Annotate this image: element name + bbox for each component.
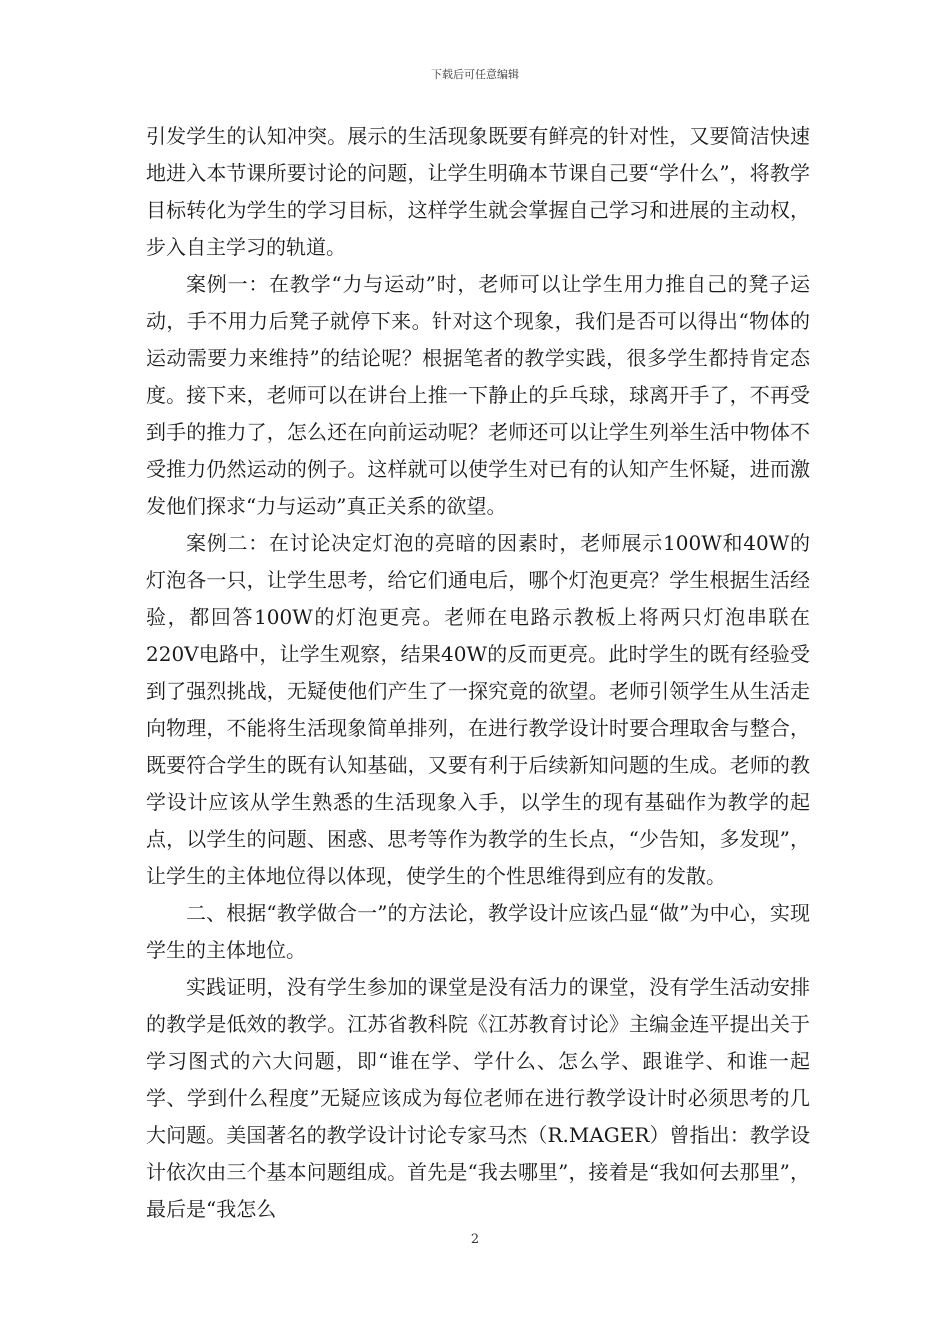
page-header-note: 下载后可任意编辑 xyxy=(431,68,519,81)
paragraph-continuation: 引发学生的认知冲突。展示的生活现象既要有鲜亮的针对性，又要简洁快速地进入本节课所要讨论的问题，让学生明确本节课自己要“学什么”，将教学目标转化为学生的学习目标，这样学生就会掌握自己学习和进展的主动权，步入自主学习的轨道。 xyxy=(146,124,810,259)
paragraph-case-one: 案例一：在教学“力与运动”时，老师可以让学生用力推自己的凳子运动，手不用力后凳子就停下来。针对这个现象，我们是否可以得出“物体的运动需要力来维持”的结论呢？根据笔者的教学实践，很多学生都持肯定态度。接下来，老师可以在讲台上推一下静止的乒乓球，球离开手了，不再受到手的推力了，怎么还在向前运动呢？老师还可以让学生列举生活中物体不受推力仍然运动的例子。这样就可以使学生对已有的认知产生怀疑，进而激发他们探求“力与运动”真正关系的欲望。 xyxy=(146,272,810,518)
paragraph-case-two: 案例二：在讨论决定灯泡的亮暗的因素时，老师展示100W和40W的灯泡各一只，让学生思考，给它们通电后，哪个灯泡更亮？学生根据生活经验，都回答100W的灯泡更亮。老师在电路示教板上将两只灯泡串联在220V电路中，让学生观察，结果40W的反而更亮。此时学生的既有经验受到了强烈挑战，无疑使他们产生了一探究竟的欲望。老师引领学生从生活走向物理，不能将生活现象简单排列，在进行教学设计时要合理取舍与整合，既要符合学生的既有认知基础，又要有利于后续新知问题的生成。老师的教学设计应该从学生熟悉的生活现象入手，以学生的现有基础作为教学的起点，以学生的问题、困惑、思考等作为教学的生长点，“少告知，多发现”，让学生的主体地位得以体现，使学生的个性思维得到应有的发散。 xyxy=(146,531,810,888)
document-body xyxy=(146,118,810,1228)
paragraph-section-heading: 二、根据“教学做合一”的方法论，教学设计应该凸显“做”为中心，实现学生的主体地位。 xyxy=(146,901,810,962)
paragraph-practice: 实践证明，没有学生参加的课堂是没有活力的课堂，没有学生活动安排的教学是低效的教学。江苏省教科院《江苏教育讨论》主编金连平提出关于学习图式的六大问题，即“谁在学、学什么、怎么学、跟谁学、和谁一起学、学到什么程度”无疑应该成为每位老师在进行教学设计时必须思考的几大问题。美国著名的教学设计讨论专家马杰（R.MAGER）曾指出：教学设计依次由三个基本问题组成。首先是“我去哪里”，接着是“我如何去那里”，最后是“我怎么 xyxy=(146,975,810,1221)
page-number: 2 xyxy=(470,1232,480,1247)
